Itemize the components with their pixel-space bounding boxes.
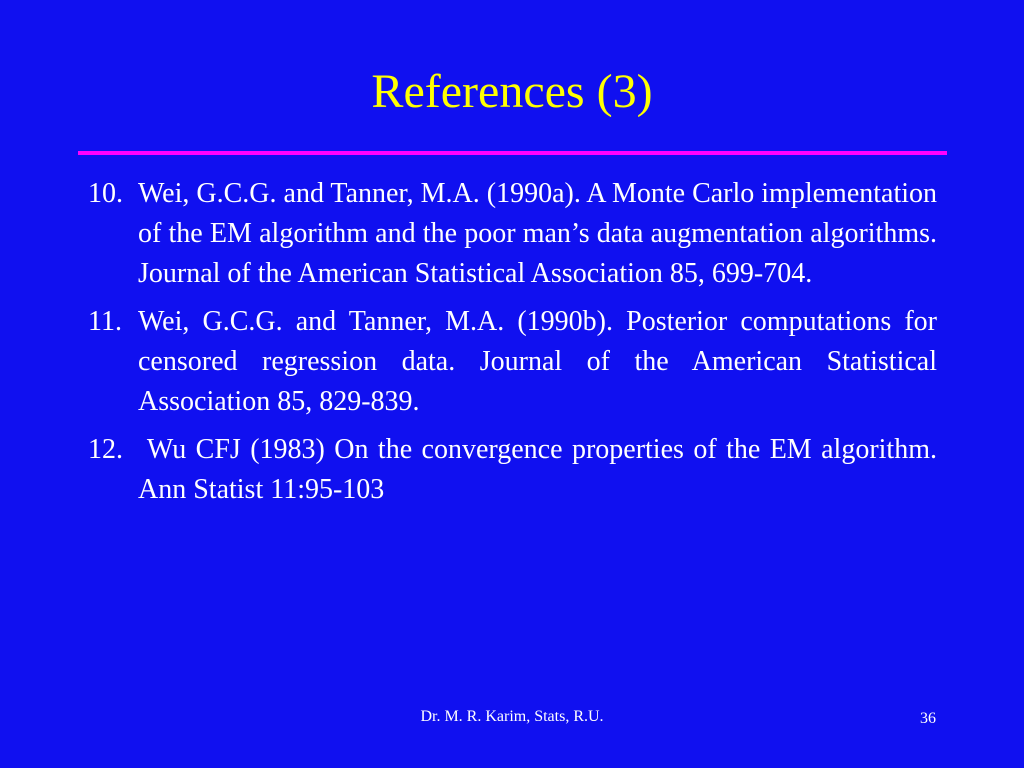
footer-credit: Dr. M. R. Karim, Stats, R.U.: [420, 708, 604, 725]
reference-number: 10.: [88, 178, 123, 209]
reference-text: Wu CFJ (1983) On the convergence properties of the EM algorithm. Ann Statist 11:95-103: [138, 434, 937, 505]
reference-text: Wei, G.C.G. and Tanner, M.A. (1990b). Posterior computations for censored regression data. Journal of the American Statistical Association 85, 829-839.: [138, 306, 937, 417]
reference-number: 11.: [88, 306, 122, 337]
reference-item: [88, 302, 937, 422]
title-divider: [78, 151, 947, 155]
reference-text: Wei, G.C.G. and Tanner, M.A. (1990a). A Monte Carlo implementation of the EM algorithm and the poor man’s data augmentation algorithms. Journal of the American Statistical Association 85, 699-704.: [138, 178, 938, 289]
reference-list: [88, 174, 937, 518]
reference-item: [88, 430, 937, 510]
slide-title: References (3): [371, 65, 653, 118]
reference-item: [88, 174, 937, 294]
page-number: 36: [920, 710, 936, 727]
reference-number: 12.: [88, 434, 123, 465]
